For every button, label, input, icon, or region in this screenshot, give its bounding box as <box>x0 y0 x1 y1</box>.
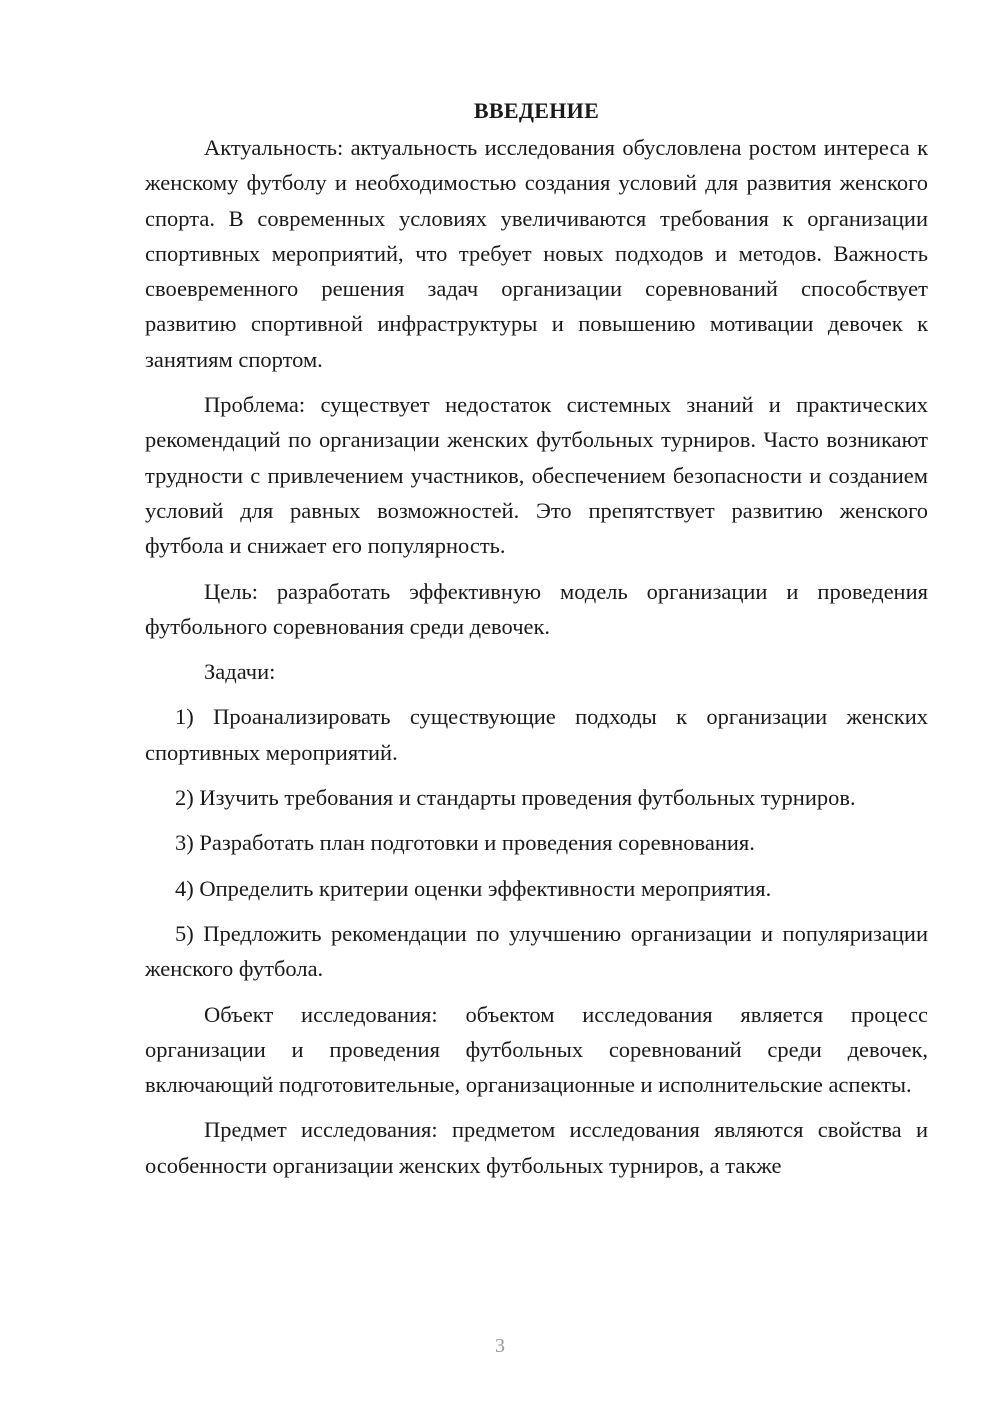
paragraph-relevance: Актуальность: актуальность исследования обусловлена ростом интереса к женскому футболу и необходимостью создания условий для развития женского спорта. В современных условиях увеличиваются требования к организации спортивных мероприятий, что требует новых подходов и методов. Важность своевременного решения задач организации соревнований способствует развитию спортивной инфраструктуры и повышению мотивации девочек к занятиям спортом. <box>145 135 928 372</box>
page-number: 3 <box>495 1335 505 1357</box>
paragraph-goal: Цель: разработать эффективную модель организации и проведения футбольного соревнования среди девочек. <box>145 578 928 639</box>
paragraph-object: Объект исследования: объектом исследования является процесс организации и проведения футбольных соревнований среди девочек, включающий подготовительные, организационные и исполнительские аспекты. <box>145 1001 928 1098</box>
section-title: ВВЕДЕНИЕ <box>473 98 600 123</box>
tasks-label: Задачи: <box>204 659 276 685</box>
document-page <box>145 96 928 1193</box>
task-item: 1) Проанализировать существующие подходы к организации женских спортивных мероприятий. <box>145 704 928 765</box>
paragraph-problem: Проблема: существует недостаток системных знаний и практических рекомендаций по организации женских футбольных турниров. Часто возникают трудности с привлечением участников, обеспечением безопасности и созданием условий для равных возможностей. Это препятствует развитию женского футбола и снижает его популярность. <box>145 392 928 559</box>
task-item: 3) Разработать план подготовки и проведения соревнования. <box>175 830 755 856</box>
paragraph-subject: Предмет исследования: предметом исследования являются свойства и особенности организации женских футбольных турниров, а также <box>145 1117 928 1178</box>
task-item: 5) Предложить рекомендации по улучшению организации и популяризации женского футбола. <box>145 920 928 982</box>
task-item: 2) Изучить требования и стандарты проведения футбольных турниров. <box>175 785 856 811</box>
task-item: 4) Определить критерии оценки эффективности мероприятия. <box>175 875 772 901</box>
